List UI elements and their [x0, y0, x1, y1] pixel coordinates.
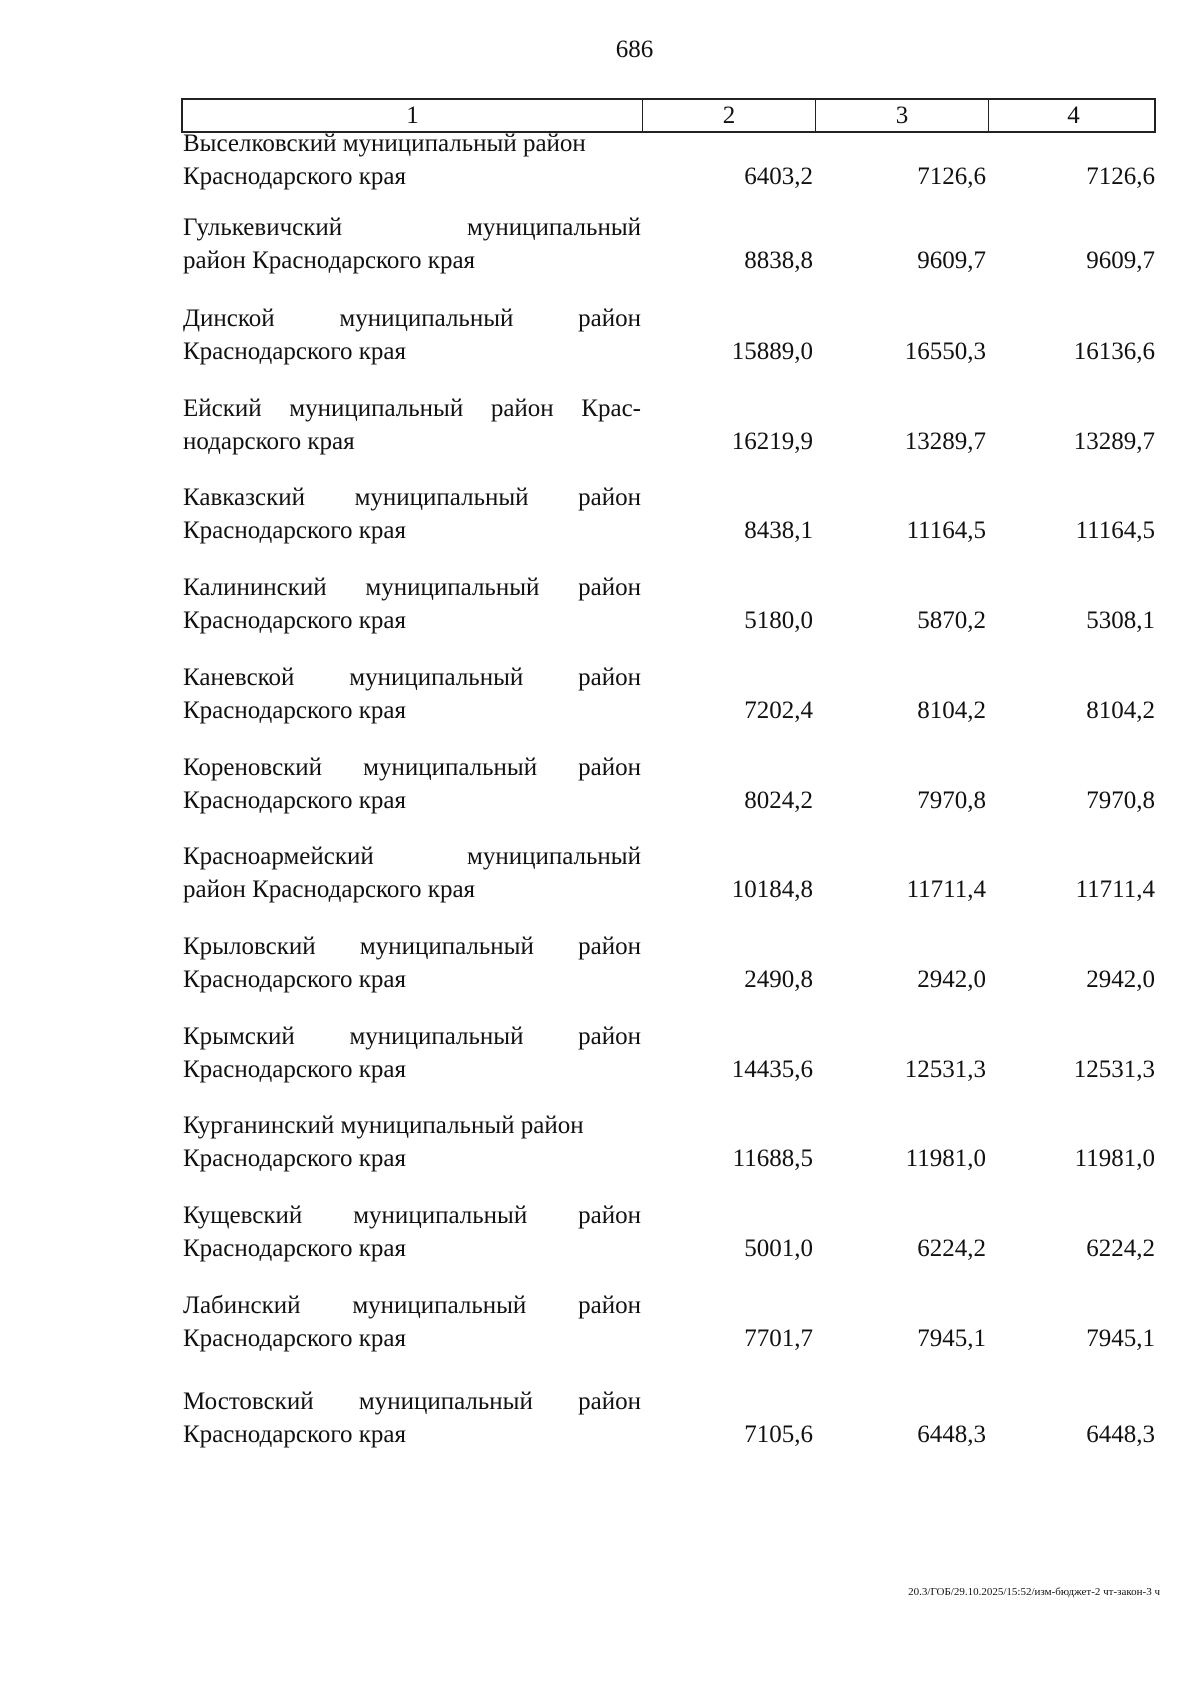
district-name-line-2: Краснодарского края [183, 697, 406, 724]
value-column-3: 7126,6 [917, 163, 986, 190]
district-name [183, 930, 641, 996]
table-row [183, 930, 1158, 1000]
district-name-line-1: Ейский муниципальный район Крас- [183, 395, 641, 422]
district-name [183, 302, 641, 368]
value-column-2: 5180,0 [744, 607, 813, 634]
value-column-2: 10184,8 [731, 876, 813, 903]
district-name-line-2: Краснодарского края [183, 607, 406, 634]
value-column-2: 16219,9 [731, 428, 813, 455]
document-code: 20.3/ГОБ/29.10.2025/15:52/изм-бюджет-2 чт-закон-3 ч [908, 1586, 1160, 1598]
table-row [183, 1199, 1158, 1269]
value-column-2: 7105,6 [744, 1421, 813, 1448]
district-name-line-1: Выселковский муниципальный район [183, 130, 586, 157]
value-column-3: 12531,3 [904, 1056, 986, 1083]
value-column-2: 8438,1 [744, 517, 813, 544]
district-name-line-2: Краснодарского края [183, 1325, 406, 1352]
district-name-line-2: Краснодарского края [183, 517, 406, 544]
value-column-3: 11981,0 [905, 1145, 986, 1172]
district-name-line-2: Краснодарского края [183, 163, 406, 190]
district-name [183, 1020, 641, 1086]
district-name-line-2: Краснодарского края [183, 338, 406, 365]
district-name [183, 1289, 641, 1355]
district-name [183, 661, 641, 727]
value-column-3: 13289,7 [904, 428, 986, 455]
district-name-line-2: нодарского края [183, 428, 355, 455]
value-column-4: 7945,1 [1086, 1325, 1155, 1352]
value-column-4: 11981,0 [1074, 1145, 1155, 1172]
value-column-3: 11711,4 [906, 876, 986, 903]
value-column-4: 16136,6 [1073, 338, 1155, 365]
value-column-3: 8104,2 [917, 697, 986, 724]
value-column-4: 7126,6 [1086, 163, 1155, 190]
table-row [183, 1385, 1158, 1455]
table-row [183, 211, 1158, 281]
district-name-line-1: Красноармейский муниципальный [183, 843, 641, 870]
value-column-4: 7970,8 [1086, 787, 1155, 814]
district-name-line-1: Крыловский муниципальный район [183, 933, 641, 960]
district-name-line-1: Кущевский муниципальный район [183, 1202, 641, 1229]
district-name-line-1: Кавказский муниципальный район [183, 484, 641, 511]
district-name-line-1: Лабинский муниципальный район [183, 1292, 641, 1319]
district-name-line-1: Крымский муниципальный район [183, 1023, 641, 1050]
district-name-line-1: Мостовский муниципальный район [183, 1388, 641, 1415]
value-column-2: 14435,6 [731, 1056, 813, 1083]
table-row [183, 751, 1158, 821]
district-name [183, 392, 641, 458]
value-column-3: 9609,7 [917, 247, 986, 274]
district-name-line-2: район Краснодарского края [183, 247, 476, 274]
district-name-line-2: район Краснодарского края [183, 876, 476, 903]
value-column-3: 6448,3 [917, 1421, 986, 1448]
value-column-2: 11688,5 [732, 1145, 813, 1172]
district-name-line-1: Каневской муниципальный район [183, 664, 641, 691]
value-column-3: 11164,5 [906, 517, 986, 544]
table-row [183, 571, 1158, 641]
value-column-4: 2942,0 [1086, 966, 1155, 993]
district-name-line-2: Краснодарского края [183, 787, 406, 814]
value-column-3: 16550,3 [904, 338, 986, 365]
district-name [183, 751, 641, 817]
district-name-line-2: Краснодарского края [183, 966, 406, 993]
value-column-2: 7701,7 [744, 1325, 813, 1352]
column-header-3: 3 [816, 100, 989, 131]
value-column-2: 7202,4 [744, 697, 813, 724]
district-name [183, 127, 641, 193]
table-row [183, 1020, 1158, 1090]
district-name-line-1: Калининский муниципальный район [183, 574, 641, 601]
table-row [183, 1289, 1158, 1359]
district-name-line-1: Кореновский муниципальный район [183, 754, 641, 781]
value-column-4: 5308,1 [1086, 607, 1155, 634]
value-column-3: 7970,8 [917, 787, 986, 814]
table-row [183, 840, 1158, 910]
value-column-2: 15889,0 [731, 338, 813, 365]
value-column-4: 6448,3 [1086, 1421, 1155, 1448]
district-name [183, 1109, 641, 1175]
value-column-4: 9609,7 [1086, 247, 1155, 274]
value-column-2: 8024,2 [744, 787, 813, 814]
value-column-2: 5001,0 [744, 1235, 813, 1262]
value-column-4: 13289,7 [1073, 428, 1155, 455]
value-column-4: 11164,5 [1075, 517, 1155, 544]
table-row [183, 127, 1158, 197]
district-name-line-1: Гулькевичский муниципальный [183, 214, 641, 241]
district-name [183, 211, 641, 277]
value-column-3: 6224,2 [917, 1235, 986, 1262]
district-name-line-2: Краснодарского края [183, 1421, 406, 1448]
value-column-3: 5870,2 [917, 607, 986, 634]
value-column-4: 11711,4 [1075, 876, 1155, 903]
district-name-line-2: Краснодарского края [183, 1235, 406, 1262]
district-name [183, 571, 641, 637]
value-column-3: 7945,1 [917, 1325, 986, 1352]
district-name [183, 481, 641, 547]
table-row [183, 1109, 1158, 1179]
value-column-3: 2942,0 [917, 966, 986, 993]
value-column-4: 6224,2 [1086, 1235, 1155, 1262]
district-name-line-1: Динской муниципальный район [183, 305, 641, 332]
value-column-2: 2490,8 [744, 966, 813, 993]
page-number: 686 [615, 36, 654, 63]
district-name-line-1: Курганинский муниципальный район [183, 1112, 584, 1139]
district-name-line-2: Краснодарского края [183, 1056, 406, 1083]
value-column-4: 8104,2 [1086, 697, 1155, 724]
table-row [183, 392, 1158, 462]
district-name [183, 1385, 641, 1451]
district-name-line-2: Краснодарского края [183, 1145, 406, 1172]
column-header-2: 2 [643, 100, 816, 131]
district-name [183, 1199, 641, 1265]
district-name [183, 840, 641, 906]
column-header-1: 1 [183, 100, 643, 131]
table-row [183, 481, 1158, 551]
value-column-2: 6403,2 [744, 163, 813, 190]
value-column-2: 8838,8 [744, 247, 813, 274]
table-row [183, 661, 1158, 731]
table-row [183, 302, 1158, 372]
column-header-4: 4 [1067, 102, 1080, 129]
value-column-4: 12531,3 [1073, 1056, 1155, 1083]
